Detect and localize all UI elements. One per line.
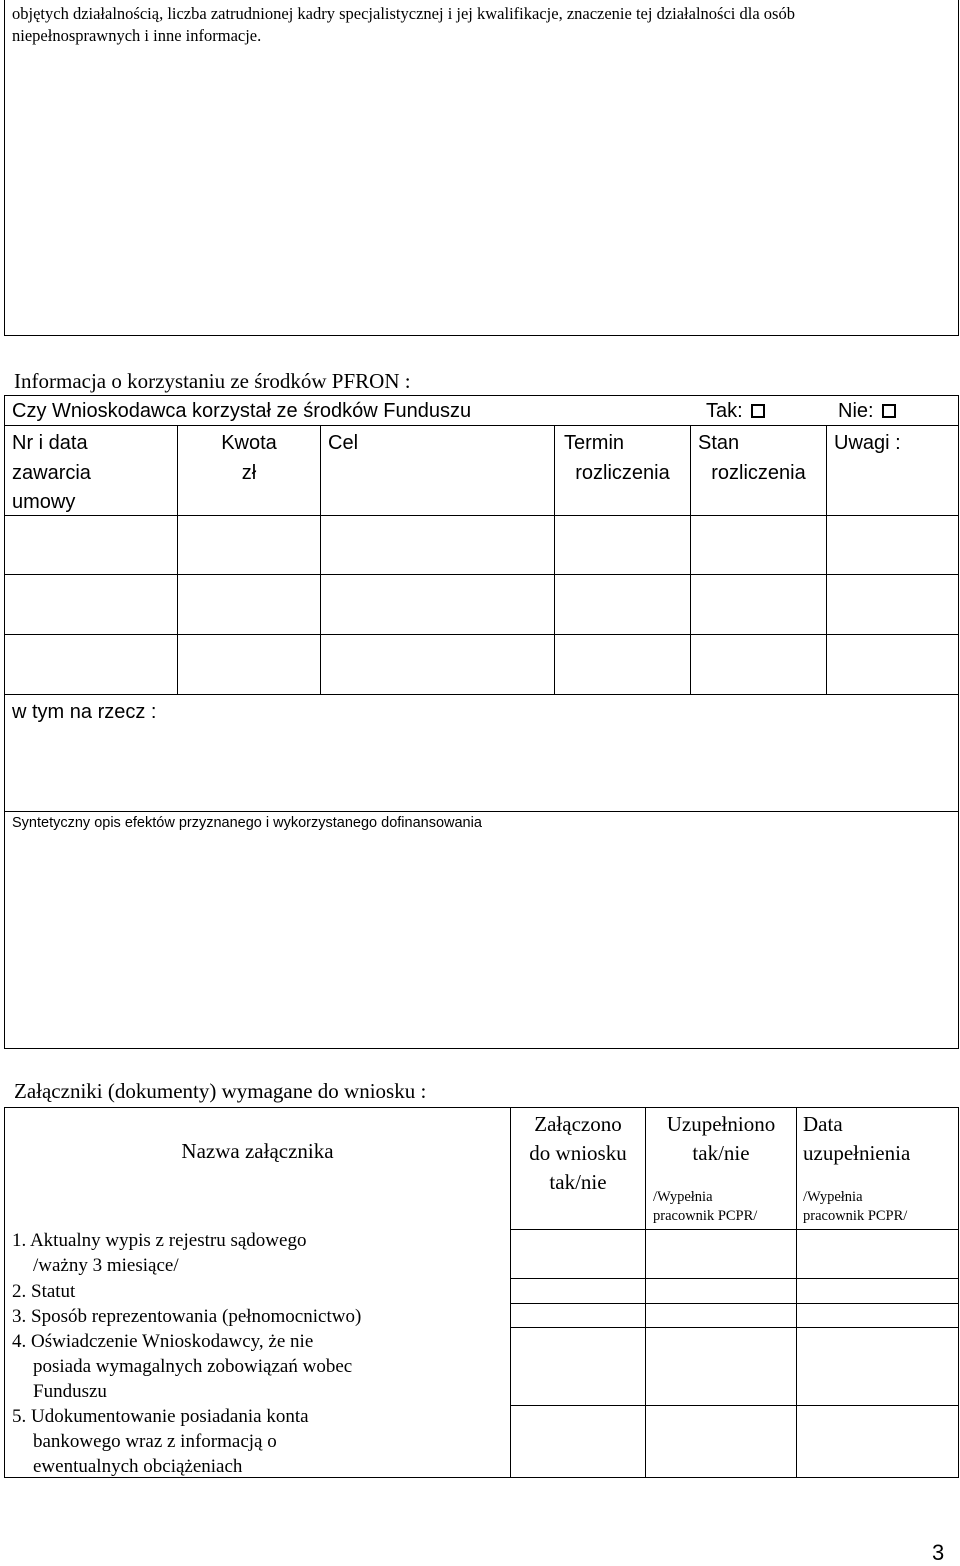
attachment-item-5-line3: ewentualnych obciążeniach	[33, 1456, 243, 1477]
divider	[4, 811, 959, 812]
attachment-item-5-line2: bankowego wraz z informacją o	[33, 1431, 277, 1452]
header-uwagi: Uwagi :	[834, 432, 901, 454]
header-stan-line1: Stan	[698, 432, 740, 454]
pfron-section-title: Informacja o korzystaniu ze środków PFRON :	[14, 369, 411, 393]
pfron-question: Czy Wnioskodawca korzystał ze środków Funduszu	[12, 400, 472, 422]
attachment-item-5-line1: 5. Udokumentowanie posiadania konta	[12, 1406, 309, 1427]
attachment-item-4-line2: posiada wymagalnych zobowiązań wobec	[33, 1356, 353, 1377]
header-completed-line2: tak/nie	[692, 1141, 750, 1165]
description-box	[4, 0, 959, 336]
divider	[4, 694, 959, 695]
header-date-note	[803, 1188, 907, 1226]
header-attached-line3: tak/nie	[549, 1170, 607, 1194]
divider	[510, 1278, 959, 1279]
yes-label: Tak:	[706, 400, 743, 422]
header-date	[803, 1110, 910, 1168]
header-date-line2: uzupełnienia	[803, 1141, 911, 1165]
w-tym-label: w tym na rzecz :	[12, 701, 157, 723]
divider	[510, 1327, 959, 1328]
yes-checkbox[interactable]	[751, 404, 765, 418]
header-kwota-line1: Kwota	[221, 432, 277, 454]
header-nr-data	[12, 429, 91, 518]
yes-option[interactable]	[706, 400, 765, 423]
header-cel: Cel	[328, 432, 359, 454]
synthetic-description-label: Syntetyczny opis efektów przyznanego i wykorzystanego dofinansowania	[12, 815, 482, 831]
header-completed-note-line2: pracownik PCPR/	[653, 1208, 758, 1224]
header-attached	[511, 1110, 645, 1197]
divider	[320, 425, 321, 695]
divider	[4, 425, 959, 426]
description-text-line2: niepełnosprawnych i inne informacje.	[12, 26, 262, 45]
header-date-note-line2: pracownik PCPR/	[803, 1208, 908, 1224]
header-completed-line1: Uzupełniono	[666, 1112, 776, 1136]
header-kwota	[178, 429, 320, 488]
header-date-line1: Data	[803, 1112, 843, 1136]
attachment-item-4	[12, 1329, 352, 1404]
header-kwota-line2: zł	[241, 461, 257, 484]
divider	[510, 1303, 959, 1304]
divider	[510, 1229, 959, 1230]
header-stan	[691, 429, 826, 488]
divider	[4, 634, 959, 635]
header-nr-line3: umowy	[12, 491, 76, 513]
attachment-item-4-line1: 4. Oświadczenie Wnioskodawcy, że nie	[12, 1331, 314, 1352]
attachment-item-2: 2. Statut	[12, 1281, 76, 1302]
divider	[826, 425, 827, 695]
header-completed-note-line1: /Wypełnia	[653, 1189, 713, 1205]
divider	[4, 515, 959, 516]
no-option[interactable]	[838, 400, 896, 423]
divider	[796, 1107, 797, 1478]
header-termin-line2: rozliczenia	[575, 461, 670, 484]
header-termin	[555, 429, 690, 488]
header-date-note-line1: /Wypełnia	[803, 1189, 863, 1205]
header-attached-line1: Załączono	[534, 1112, 622, 1136]
header-completed	[646, 1110, 796, 1168]
divider	[510, 1405, 959, 1406]
header-completed-note	[653, 1188, 757, 1226]
attachment-item-1	[12, 1228, 306, 1278]
header-stan-line2: rozliczenia	[711, 461, 806, 484]
divider	[4, 574, 959, 575]
attachment-item-1-line1: 1. Aktualny wypis z rejestru sądowego	[12, 1230, 307, 1251]
header-termin-line1: Termin	[564, 432, 625, 454]
header-attached-line2: do wniosku	[529, 1141, 627, 1165]
no-label: Nie:	[838, 400, 874, 422]
attachment-item-1-line2: /ważny 3 miesiące/	[33, 1255, 179, 1276]
attachment-item-4-line3: Funduszu	[33, 1381, 107, 1402]
page-number: 3	[932, 1540, 945, 1565]
header-attachment-name: Nazwa załącznika	[181, 1139, 334, 1163]
header-nr-line2: zawarcia	[12, 461, 91, 484]
attachment-item-5	[12, 1404, 309, 1479]
description-text-line1: objętych działalnością, liczba zatrudnionej kadry specjalistycznej i jej kwalifikacje, znaczenie tej działalności dla osób	[12, 4, 795, 23]
attachment-item-3: 3. Sposób reprezentowania (pełnomocnictwo)	[12, 1306, 362, 1327]
header-nr-line1: Nr i data	[12, 432, 88, 454]
attachments-title: Załączniki (dokumenty) wymagane do wniosku :	[14, 1079, 427, 1103]
no-checkbox[interactable]	[882, 404, 896, 418]
